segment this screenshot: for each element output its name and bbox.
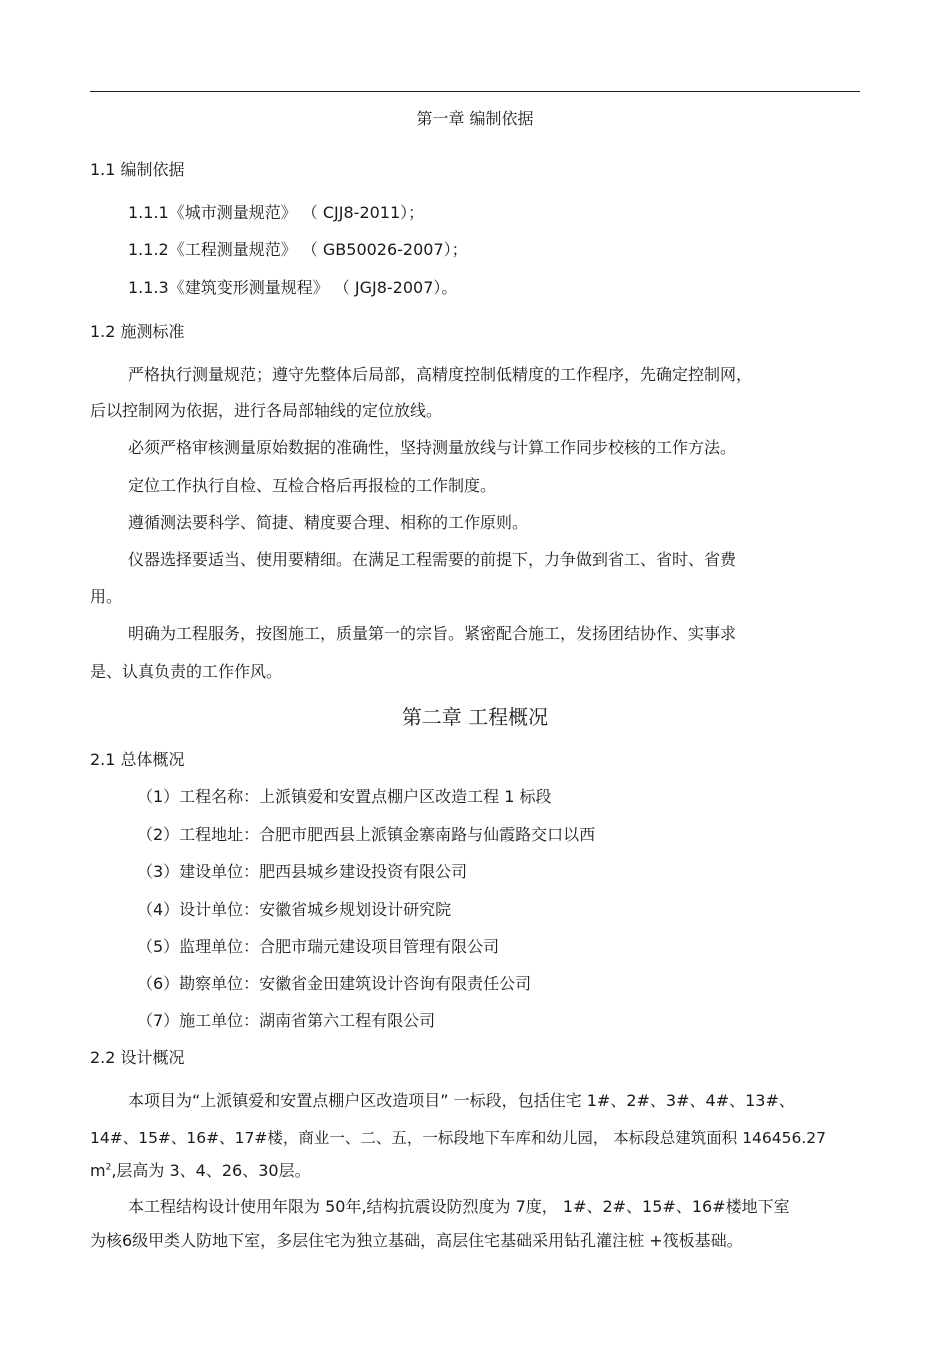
area-unit-exponent: 2 <box>105 1162 112 1173</box>
paragraph-line: 本工程结构设计使用年限为 50年,结构抗震设防烈度为 7度， 1#、2#、15#、16#楼地下室 <box>128 1197 790 1216</box>
paragraph-line: 为核6级甲类人防地下室，多层住宅为独立基础，高层住宅基础采用钻孔灌注桩 +筏板基础。 <box>90 1231 743 1250</box>
reference-item-1: 1.1.1《城市测量规范》 （ CJJ8-2011）； <box>128 203 425 222</box>
floor-heights-text: ,层高为 3、4、26、30层。 <box>111 1161 311 1180</box>
overview-item-3: （3）建设单位：肥西县城乡建设投资有限公司 <box>137 862 468 881</box>
overview-item-5: （5）监理单位：合肥市瑞元建设项目管理有限公司 <box>137 937 500 956</box>
paragraph-line: 后以控制网为依据，进行各局部轴线的定位放线。 <box>90 401 443 420</box>
overview-item-1: （1）工程名称：上派镇爱和安置点棚户区改造工程 1 标段 <box>137 787 552 806</box>
paragraph-line: 仪器选择要适当、使用要精细。在满足工程需要的前提下，力争做到省工、省时、省费 <box>128 550 737 569</box>
section-2-2-heading: 2.2 设计概况 <box>90 1048 185 1067</box>
paragraph-line: 14#、15#、16#、17#楼，商业一、二、五，一标段地下车库和幼儿园， 本标段总建筑面积 146456.27 <box>90 1129 827 1147</box>
overview-item-4: （4）设计单位：安徽省城乡规划设计研究院 <box>137 900 452 919</box>
paragraph-line: 用。 <box>90 587 123 606</box>
chapter-1-title: 第一章 编制依据 <box>416 109 534 128</box>
paragraph-line: 定位工作执行自检、互检合格后再报检的工作制度。 <box>128 476 497 495</box>
section-1-1-heading: 1.1 编制依据 <box>90 160 185 179</box>
reference-item-2: 1.1.2《工程测量规范》 （ GB50026-2007）； <box>128 240 468 259</box>
paragraph-line: 遵循测法要科学、简捷、精度要合理、相称的工作原则。 <box>128 513 529 532</box>
overview-item-2: （2）工程地址：合肥市肥西县上派镇金寨南路与仙霞路交口以西 <box>137 825 596 844</box>
paragraph-line: 本项目为“上派镇爱和安置点棚户区改造项目” 一标段，包括住宅 1#、2#、3#、4#、13#、 <box>128 1091 795 1110</box>
paragraph-line: 明确为工程服务，按图施工，质量第一的宗旨。紧密配合施工，发扬团结协作、实事求 <box>128 624 737 643</box>
paragraph-line: 必须严格审核测量原始数据的准确性，坚持测量放线与计算工作同步校核的工作方法。 <box>128 438 737 457</box>
area-unit: m <box>90 1161 106 1180</box>
header-rule <box>90 91 860 92</box>
overview-item-7: （7）施工单位：湖南省第六工程有限公司 <box>137 1011 436 1030</box>
reference-item-3: 1.1.3《建筑变形测量规程》 （ JGJ8-2007）。 <box>128 278 458 297</box>
section-1-2-heading: 1.2 施测标准 <box>90 322 185 341</box>
paragraph-line <box>90 1160 311 1182</box>
paragraph-line: 严格执行测量规范；遵守先整体后局部，高精度控制低精度的工作程序，先确定控制网， <box>128 365 753 384</box>
chapter-2-title: 第二章 工程概况 <box>401 705 549 729</box>
overview-item-6: （6）勘察单位：安徽省金田建筑设计咨询有限责任公司 <box>137 974 532 993</box>
paragraph-line: 是、认真负责的工作作风。 <box>90 662 283 681</box>
section-2-1-heading: 2.1 总体概况 <box>90 750 185 769</box>
